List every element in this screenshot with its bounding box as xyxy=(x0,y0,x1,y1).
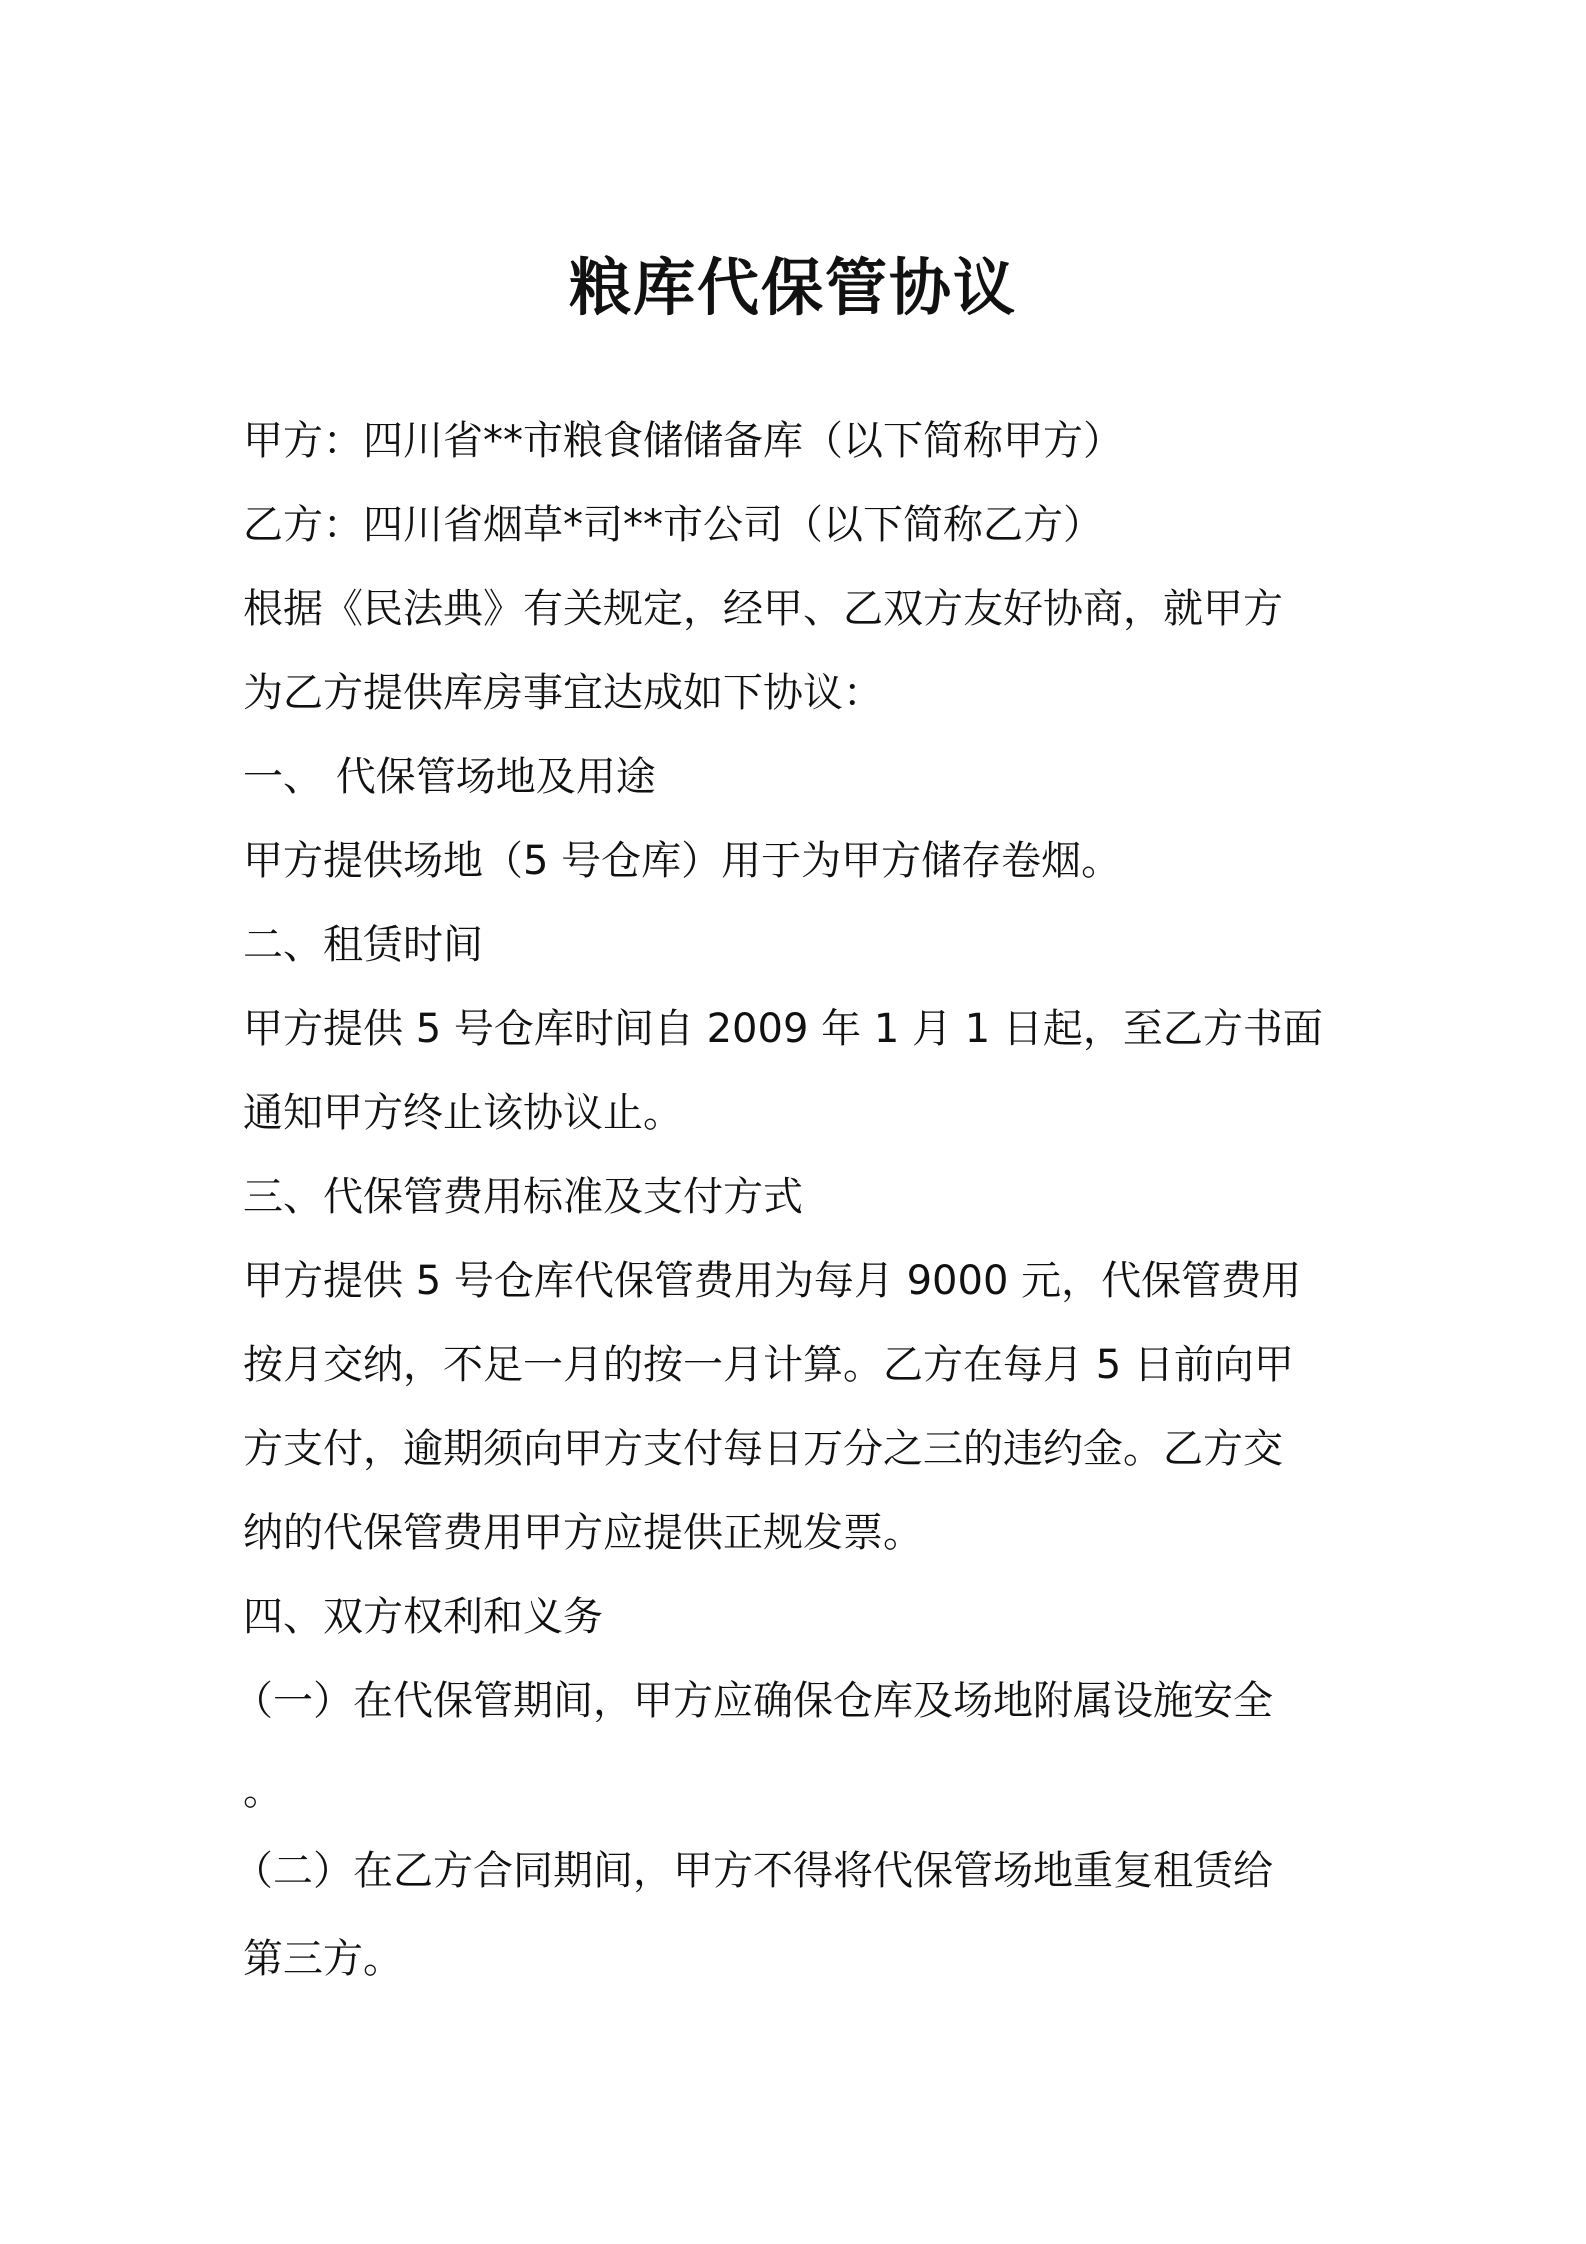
preamble-line-2: 为乙方提供库房事宜达成如下协议： xyxy=(243,670,883,716)
section-2-text-line-2: 通知甲方终止该协议止。 xyxy=(243,1090,683,1136)
section-3-heading: 三、代保管费用标准及支付方式 xyxy=(243,1174,803,1220)
section-4-item-1-line-2: 。 xyxy=(243,1768,283,1814)
section-3-text-line-1: 甲方提供 5 号仓库代保管费用为每月 9000 元，代保管费用 xyxy=(243,1258,1302,1304)
section-4-item-2-line-1: （二）在乙方合同期间，甲方不得将代保管场地重复租赁给 xyxy=(233,1848,1273,1894)
section-4-heading: 四、双方权利和义务 xyxy=(243,1594,603,1640)
section-3-text-line-3: 方支付，逾期须向甲方支付每日万分之三的违约金。乙方交 xyxy=(243,1426,1283,1472)
section-3-text-line-2: 按月交纳，不足一月的按一月计算。乙方在每月 5 日前向甲 xyxy=(243,1342,1294,1388)
section-1-heading: 一、 代保管场地及用途 xyxy=(243,754,656,800)
section-2-heading: 二、租赁时间 xyxy=(243,922,483,968)
section-2-text-line-1: 甲方提供 5 号仓库时间自 2009 年 1 月 1 日起，至乙方书面 xyxy=(243,1006,1323,1052)
section-1-text: 甲方提供场地（5 号仓库）用于为甲方储存卷烟。 xyxy=(243,838,1122,884)
section-4-item-2-line-2: 第三方。 xyxy=(243,1936,403,1982)
preamble-line-1: 根据《民法典》有关规定，经甲、乙双方友好协商，就甲方 xyxy=(243,586,1283,632)
party-b-line: 乙方：四川省烟草*司**市公司（以下简称乙方） xyxy=(243,502,1103,548)
party-a-line: 甲方：四川省**市粮食储储备库（以下简称甲方） xyxy=(243,418,1123,464)
section-3-text-line-4: 纳的代保管费用甲方应提供正规发票。 xyxy=(243,1510,923,1556)
document-title: 粮库代保管协议 xyxy=(568,251,1017,324)
section-4-item-1-line-1: （一）在代保管期间，甲方应确保仓库及场地附属设施安全 xyxy=(233,1678,1273,1724)
